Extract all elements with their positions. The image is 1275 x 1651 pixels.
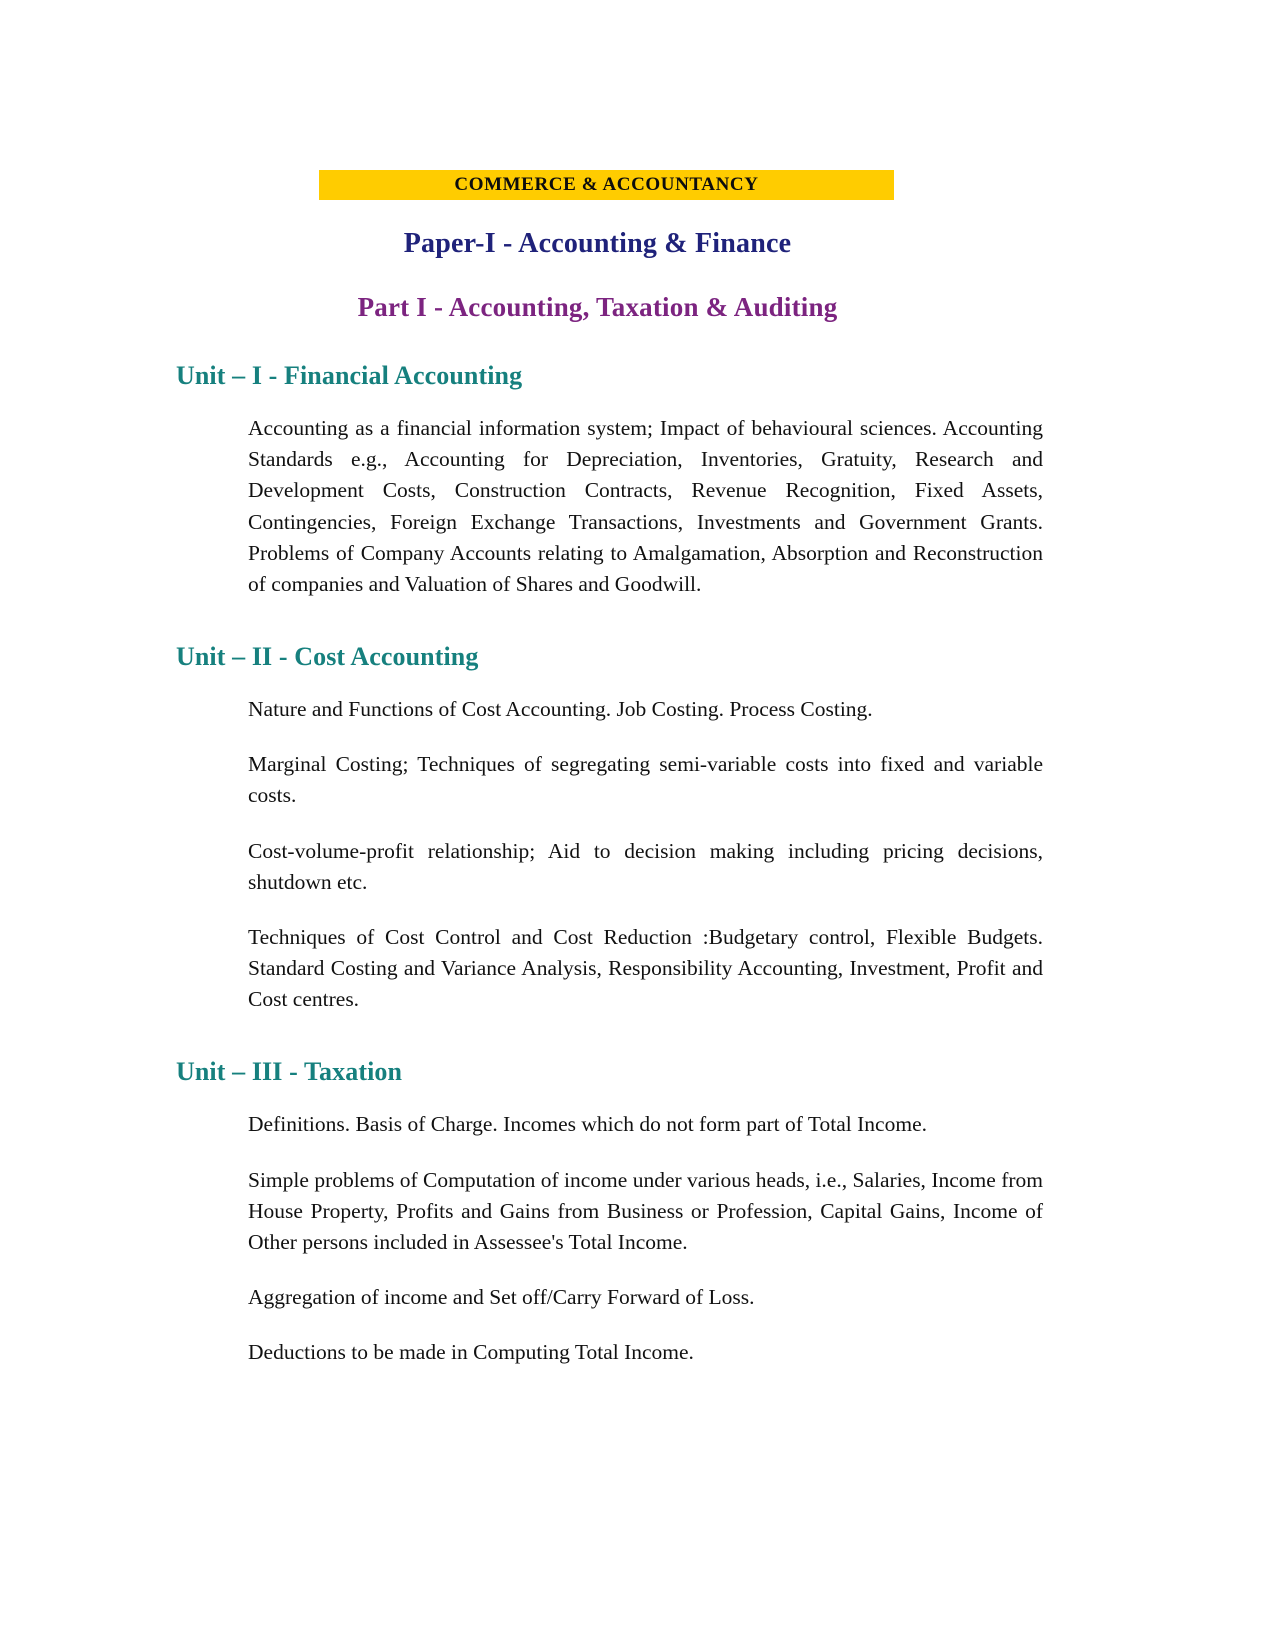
- paragraph: Definitions. Basis of Charge. Incomes which do not form part of Total Income.: [248, 1112, 927, 1137]
- unit-body-1: [248, 413, 1043, 600]
- unit-heading-2: Unit – II - Cost Accounting: [176, 642, 479, 672]
- paragraph: Nature and Functions of Cost Accounting. Job Costing. Process Costing.: [248, 697, 873, 722]
- unit-body-2: [248, 694, 1043, 1015]
- paragraph: Simple problems of Computation of income under various heads, i.e., Salaries, Income from House Property, Profits and Gains from Business or Profession, Capital Gains, Income of Other persons included in Assessee's Total Income.: [248, 1167, 1043, 1254]
- paragraph: Accounting as a financial information system; Impact of behavioural sciences. Accounting Standards e.g., Accounting for Depreciation, Inventories, Gratuity, Research and Development Costs, Construction Contracts, Revenue Recognition, Fixed Assets, Contingencies, Foreign Exchange Transactions, Investments and Government Grants. Problems of Company Accounts relating to Amalgamation, Absorption and Reconstruction of companies and Valuation of Shares and Goodwill.: [248, 416, 1043, 596]
- paragraph: Techniques of Cost Control and Cost Reduction :Budgetary control, Flexible Budgets. Standard Costing and Variance Analysis, Responsibility Accounting, Investment, Profit and Cost centres.: [248, 924, 1043, 1012]
- paragraph: Deductions to be made in Computing Total Income.: [248, 1340, 694, 1365]
- subject-banner: [319, 170, 894, 200]
- paragraph: Aggregation of income and Set off/Carry Forward of Loss.: [248, 1285, 755, 1310]
- part-title: Part I - Accounting, Taxation & Auditing: [357, 292, 838, 322]
- unit-heading-1: Unit – I - Financial Accounting: [176, 361, 523, 390]
- paragraph: Cost-volume-profit relationship; Aid to decision making including pricing decisions, shutdown etc.: [248, 838, 1043, 894]
- subject-banner-title: COMMERCE & ACCOUNTANCY: [454, 174, 759, 195]
- paragraph: Marginal Costing; Techniques of segregating semi-variable costs into fixed and variable costs.: [248, 752, 1043, 808]
- unit-body-3: [248, 1109, 1043, 1368]
- paper-title: Paper-I - Accounting & Finance: [403, 228, 792, 259]
- unit-heading-3: Unit – III - Taxation: [176, 1057, 403, 1087]
